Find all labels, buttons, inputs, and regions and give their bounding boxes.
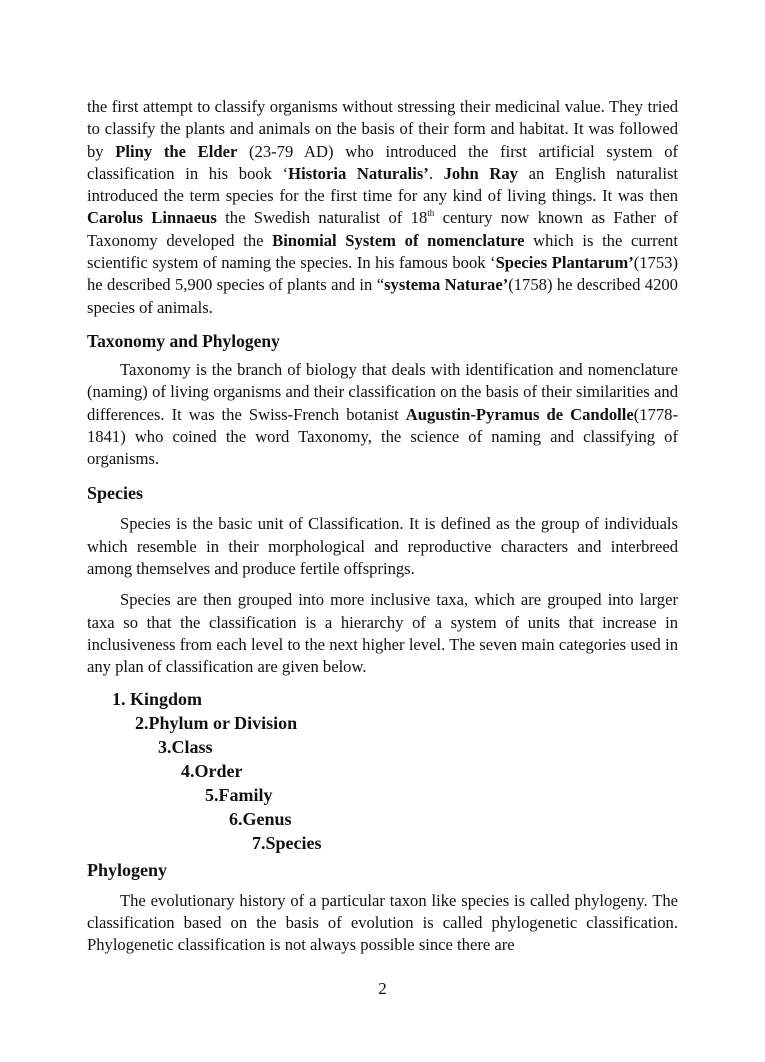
intro-text-6: century now known as Father of Taxonomy developed the — [87, 208, 679, 250]
intro-text-7: which is the current scientific system of naming the species. In his famous book ‘ — [87, 230, 678, 273]
taxonomy-text-1: Taxonomy is the branch of biology that deals with identification and nomenclature (naming) of living organisms and their classification on the basis of their similarities and differences. It was the Swiss-French botanist — [87, 359, 678, 424]
level-genus: 6.Genus — [229, 808, 292, 829]
species-paragraph-2: Species are then grouped into more inclusive taxa, which are grouped into larger taxa so that the classification is a hierarchy of a system of units that increase in inclusiveness from each level to the next higher level. The seven main categories used in any plan of classification are given below. — [87, 590, 678, 677]
intro-text-9: (1758) he described 4200 species of animals. — [87, 275, 678, 317]
phylogeny-paragraph: The evolutionary history of a particular taxon like species is called phylogeny. The classification based on the basis of evolution is called phylogenetic classification. Phylogenetic classification is not always possible since there are — [87, 890, 678, 955]
intro-text-1: the first attempt to classify organisms without stressing their medicinal value. They tried to classify the plants and animals on the basis of their form and habitat. It was followed by — [87, 97, 678, 161]
taxonomy-text-2: (1778-1841) who coined the word Taxonomy, the science of naming and classifying of organisms. — [87, 404, 678, 469]
intro-paragraph — [87, 96, 678, 319]
superscript-th: th — [427, 208, 435, 219]
classification-levels — [87, 687, 678, 855]
historia-naturalis: Historia Naturalis’ — [288, 163, 429, 183]
john-ray: John Ray — [443, 163, 518, 183]
species-heading: Species — [87, 483, 143, 504]
phylogeny-heading: Phylogeny — [87, 859, 168, 880]
intro-text-5: the Swedish naturalist of 18 — [216, 208, 428, 228]
level-species: 7.Species — [252, 832, 322, 853]
intro-text-3: . — [428, 163, 444, 183]
level-kingdom: 1. Kingdom — [112, 688, 203, 709]
carolus-linnaeus: Carolus Linnaeus — [87, 208, 217, 228]
species-plantarum: Species Plantarum’ — [495, 253, 634, 273]
page-body — [87, 96, 678, 956]
intro-text-8: (1753) he described 5,900 species of plants and in “ — [87, 253, 678, 295]
species-paragraph-1: Species is the basic unit of Classification. It is defined as the group of individuals which resemble in their morphological and reproductive characters and interbreed among themselves and produce fertile offsprings. — [87, 514, 678, 579]
candolle-name: Augustin-Pyramus de Candolle — [405, 404, 634, 424]
level-order: 4.Order — [181, 760, 243, 781]
level-family: 5.Family — [205, 784, 273, 805]
binomial-system: Binomial System of nomenclature — [272, 230, 525, 250]
level-class: 3.Class — [158, 736, 213, 757]
intro-text-4: an English naturalist introduced the term species for the first time for any kind of living things. It was then — [87, 163, 679, 206]
level-phylum: 2.Phylum or Division — [135, 712, 298, 733]
intro-text-2: (23-79 AD) who introduced the first artificial system of classification in his book ‘ — [87, 141, 679, 183]
systema-naturae: systema Naturae’ — [384, 275, 509, 295]
taxonomy-paragraph — [87, 359, 678, 470]
pliny-the-elder: Pliny the Elder — [115, 141, 238, 161]
page-number: 2 — [378, 979, 387, 998]
taxonomy-heading: Taxonomy and Phylogeny — [87, 330, 280, 351]
